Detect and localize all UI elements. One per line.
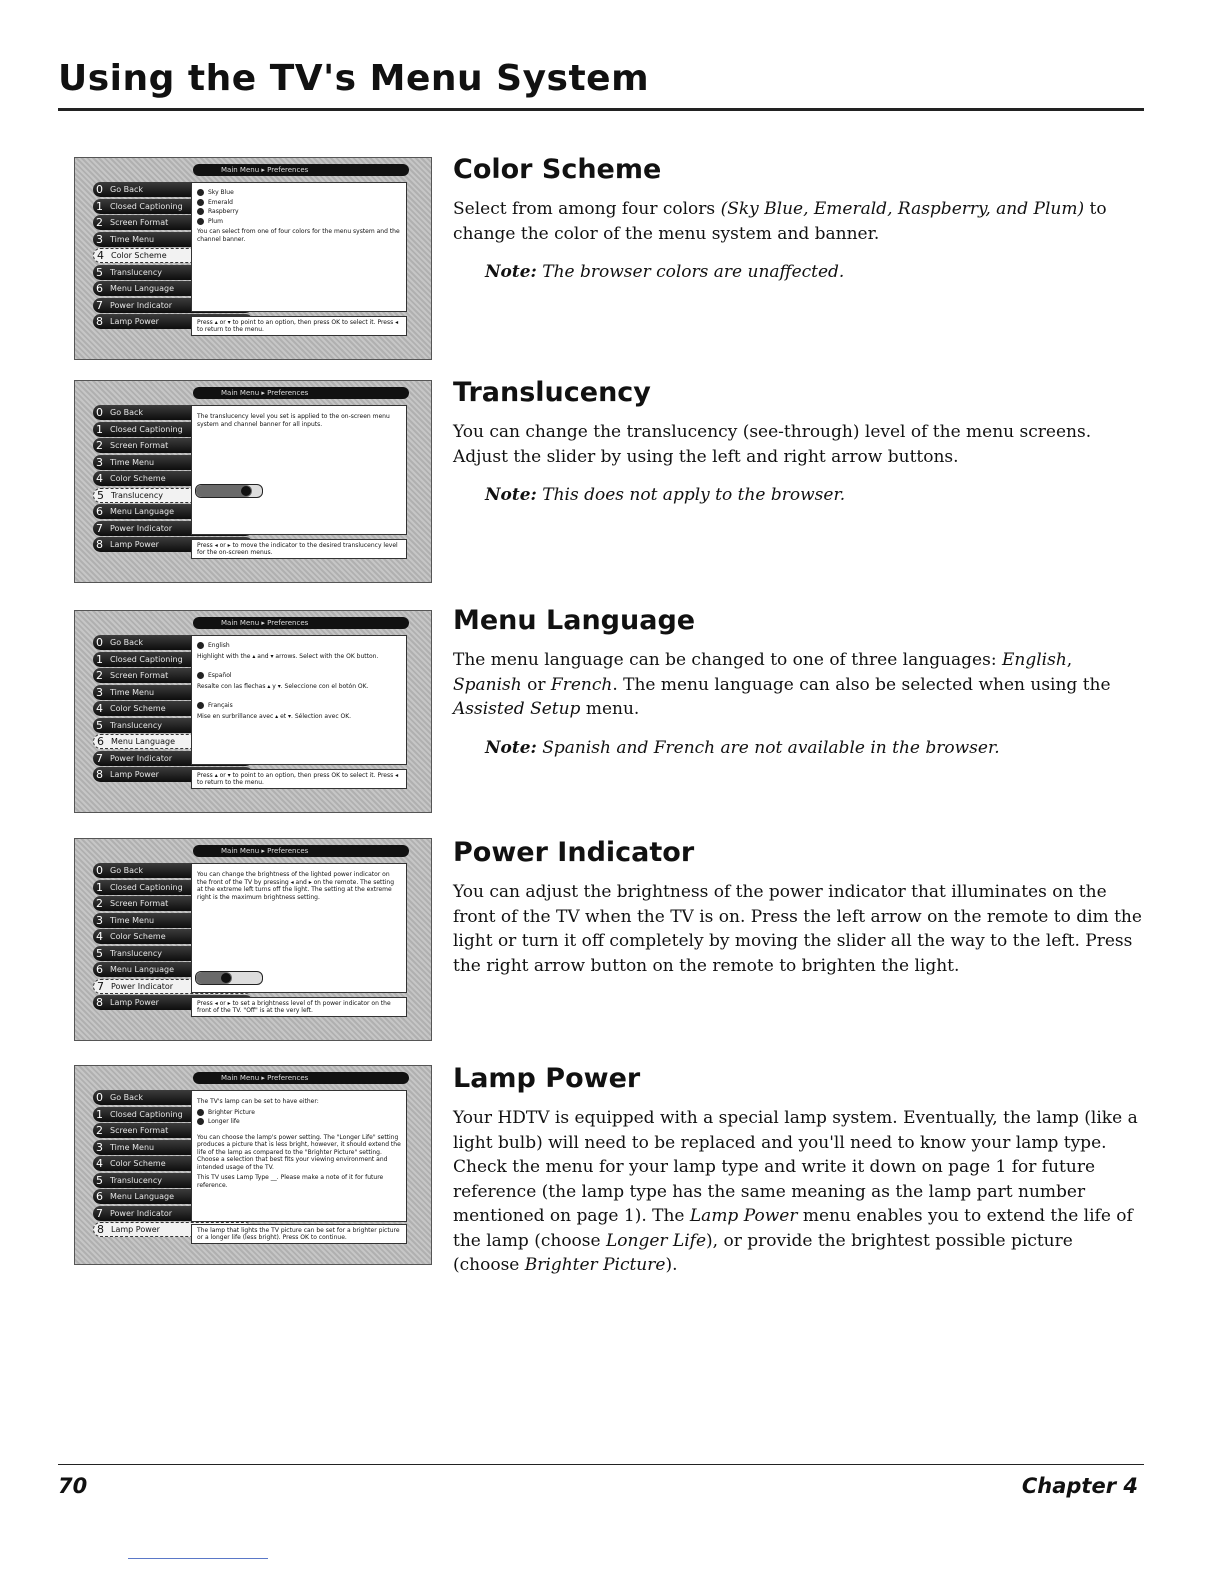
breadcrumb: Main Menu ▸ Preferences	[193, 1072, 409, 1084]
lamp-type-note: This TV uses Lamp Type __. Please make a note of it for future reference.	[197, 1174, 384, 1189]
menu-item-number: 1	[96, 880, 103, 894]
menu-item-label: Time Menu	[110, 687, 155, 697]
section-translucency	[453, 377, 1143, 507]
section-color-scheme	[453, 154, 1143, 284]
menu-item-number: 8	[97, 1223, 104, 1236]
options-panel	[191, 635, 407, 765]
menu-item-number: 3	[96, 685, 103, 699]
menu-item-label: Closed Captioning	[110, 882, 183, 892]
menu-item-label: Lamp Power	[111, 1225, 160, 1234]
menu-item-label: Menu Language	[110, 284, 174, 293]
menu-item-number: 3	[96, 1140, 103, 1154]
menu-item-number: 6	[96, 963, 103, 976]
menu-item-label: Lamp Power	[110, 770, 159, 779]
page-number: 70	[58, 1474, 88, 1498]
menu-item-label: Translucency	[110, 1175, 162, 1185]
prompt-box: Press ◂ or ▸ to set a brightness level of th power indicator on the front of the TV. "Off" is at the very left.	[191, 997, 407, 1017]
menu-item-label: Time Menu	[110, 1142, 155, 1152]
option-brighter-picture[interactable]: Brighter Picture	[197, 1109, 401, 1117]
menu-item-label: Menu Language	[110, 1192, 174, 1201]
menu-item-number: 3	[96, 913, 103, 927]
option-raspberry[interactable]: Raspberry	[197, 208, 401, 216]
menu-item-label: Translucency	[110, 267, 162, 277]
section-body: Your HDTV is equipped with a special lamp system. Eventually, the lamp (like a light bulb) will need to be replaced and you'll need to know your lamp type. Check the menu for your lamp type and write it down on page 1 for future reference (the lamp type has the same meaning as the lamp part number mentioned on page 1). The Lamp Power menu enables you to extend the life of the lamp (choose Longer Life), or provide the brightest possible picture (choose Brighter Picture).	[453, 1108, 1138, 1275]
menu-item-label: Translucency	[111, 490, 163, 500]
radio-icon	[197, 702, 204, 709]
section-heading: Lamp Power	[453, 1063, 641, 1094]
panel-intro: The TV's lamp can be set to have either:	[197, 1098, 319, 1105]
menu-item-number: 3	[96, 455, 103, 469]
breadcrumb: Main Menu ▸ Preferences	[193, 845, 409, 857]
section-heading: Power Indicator	[453, 837, 695, 868]
menu-item-number: 4	[96, 472, 103, 485]
menu-item-number: 1	[96, 422, 103, 436]
menu-item-number: 5	[96, 718, 103, 732]
menu-item-label: Go Back	[110, 638, 144, 647]
section-body: The menu language can be changed to one of three languages: English, Spanish or French. The menu language can also be selected when using the Assisted Setup menu.	[453, 650, 1111, 719]
menu-item-label: Translucency	[110, 948, 162, 958]
menu-item-number: 4	[96, 930, 103, 943]
menu-item-number: 2	[96, 897, 103, 910]
menu-item-number: 7	[96, 751, 103, 765]
menu-item-label: Menu Language	[111, 737, 175, 746]
section-menu-language	[453, 605, 1143, 760]
menu-item-label: Power Indicator	[110, 1208, 173, 1218]
section-body: You can change the translucency (see-through) level of the menu screens. Adjust the slider by using the left and right arrow buttons.	[453, 422, 1092, 467]
prompt-box: The lamp that lights the TV picture can be set for a brighter picture or a longer life (less bright). Press OK to continue.	[191, 1224, 407, 1244]
menu-item-label: Go Back	[110, 408, 144, 417]
screenshot-lamp-power	[74, 1065, 432, 1265]
menu-item-label: Color Scheme	[110, 704, 166, 713]
radio-icon	[197, 1109, 204, 1116]
menu-item-number: 6	[97, 735, 104, 748]
menu-item-number: 6	[96, 282, 103, 295]
menu-item-number: 2	[96, 669, 103, 682]
option-emerald[interactable]: Emerald	[197, 199, 401, 207]
menu-item-number: 8	[96, 538, 103, 551]
prompt-box: Press ▴ or ▾ to point to an option, then press OK to select it. Press ◂ to return to the menu.	[191, 769, 407, 789]
menu-item-label: Power Indicator	[110, 753, 173, 763]
page-title: Using the TV's Menu System	[58, 58, 650, 99]
radio-icon	[197, 1118, 204, 1125]
prompt-box: Press ◂ or ▸ to move the indicator to the desired translucency level for the on-screen menus.	[191, 539, 407, 559]
section-heading: Menu Language	[453, 605, 696, 636]
menu-item-number: 5	[96, 265, 103, 279]
menu-item-number: 5	[97, 488, 104, 502]
section-body: Select from among four colors (Sky Blue, Emerald, Raspberry, and Plum) to change the color of the menu system and banner.	[453, 199, 1107, 244]
screenshot-color-scheme	[74, 157, 432, 360]
menu-item-number: 6	[96, 1190, 103, 1203]
menu-item-label: Time Menu	[110, 234, 155, 244]
chapter-label: Chapter 4	[1021, 1474, 1138, 1498]
option-hint: Resalte con las flechas ▴ y ▾. Seleccione con el botón OK.	[197, 682, 369, 690]
breadcrumb: Main Menu ▸ Preferences	[193, 164, 409, 176]
menu-item-label: Closed Captioning	[110, 1109, 183, 1119]
option-espanol[interactable]: Español	[197, 672, 401, 680]
section-note: Note: This does not apply to the browser.	[485, 485, 846, 505]
menu-item-label: Screen Format	[110, 671, 169, 680]
menu-item-number: 4	[96, 1157, 103, 1170]
radio-icon	[197, 672, 204, 679]
section-heading: Color Scheme	[453, 154, 662, 185]
menu-item-label: Lamp Power	[110, 998, 159, 1007]
options-panel	[191, 1090, 407, 1222]
menu-item-label: Menu Language	[110, 965, 174, 974]
menu-item-number: 0	[96, 183, 103, 196]
radio-icon	[197, 199, 204, 206]
section-lamp-power	[453, 1063, 1143, 1278]
menu-item-label: Go Back	[110, 185, 144, 194]
menu-item-label: Screen Format	[110, 899, 169, 908]
screenshot-power-indicator	[74, 838, 432, 1041]
menu-item-number: 1	[96, 652, 103, 666]
option-sky-blue[interactable]: Sky Blue	[197, 189, 401, 197]
menu-item-label: Translucency	[110, 720, 162, 730]
section-note: Note: Spanish and French are not available in the browser.	[485, 737, 1000, 758]
option-longer-life[interactable]: Longer life	[197, 1118, 401, 1126]
menu-item-label: Screen Format	[110, 441, 169, 450]
menu-item-number: 1	[96, 1107, 103, 1121]
footer-rule	[58, 1464, 1144, 1465]
option-plum[interactable]: Plum	[197, 218, 401, 226]
section-note: Note: The browser colors are unaffected.	[485, 262, 845, 282]
menu-item-number: 7	[96, 298, 103, 312]
panel-description: You can choose the lamp's power setting. The "Longer Life" setting produces a picture that is less bright, however, it should extend the life of the lamp as compared to the "Brighter Picture" setting. Choose a selection that best fits your viewing environment and intended usage of the TV.	[197, 1133, 401, 1171]
option-francais[interactable]: Français	[197, 702, 401, 710]
menu-item-number: 8	[96, 996, 103, 1009]
radio-icon	[197, 189, 204, 196]
menu-item-label: Closed Captioning	[110, 654, 183, 664]
screenshot-translucency	[74, 380, 432, 583]
menu-item-number: 4	[97, 249, 104, 262]
footer-link-underline	[128, 1558, 268, 1559]
screenshot-menu-language	[74, 610, 432, 813]
menu-item-label: Closed Captioning	[110, 424, 183, 434]
menu-item-label: Screen Format	[110, 218, 169, 227]
section-heading: Translucency	[453, 377, 651, 408]
menu-item-number: 7	[97, 979, 104, 993]
menu-item-number: 6	[96, 505, 103, 518]
menu-item-number: 8	[96, 315, 103, 328]
brightness-slider[interactable]	[195, 971, 263, 985]
menu-item-label: Screen Format	[110, 1126, 169, 1135]
panel-description: You can change the brightness of the lighted power indicator on the front of the TV by pressing ◂ and ▸ on the remote. The setting at the extreme left turns off the light. The setting at the extreme right is the maximum brightness setting.	[197, 871, 395, 901]
menu-item-label: Lamp Power	[110, 540, 159, 549]
menu-item-number: 2	[96, 1124, 103, 1137]
title-rule	[58, 108, 1144, 111]
option-hint: Mise en surbrillance avec ▴ et ▾. Sélection avec OK.	[197, 712, 352, 720]
menu-item-number: 5	[96, 1173, 103, 1187]
menu-item-label: Time Menu	[110, 457, 155, 467]
menu-item-number: 0	[96, 1091, 103, 1104]
panel-description: You can select from one of four colors for the menu system and the channel banner.	[197, 228, 400, 243]
menu-item-number: 7	[96, 1206, 103, 1220]
menu-item-label: Menu Language	[110, 507, 174, 516]
menu-item-number: 1	[96, 199, 103, 213]
section-power-indicator	[453, 837, 1143, 978]
options-panel	[191, 405, 407, 535]
menu-item-number: 0	[96, 636, 103, 649]
menu-item-label: Time Menu	[110, 915, 155, 925]
menu-item-label: Color Scheme	[110, 1159, 166, 1168]
menu-item-label: Color Scheme	[110, 474, 166, 483]
translucency-slider[interactable]	[195, 484, 263, 498]
radio-icon	[197, 642, 204, 649]
menu-item-number: 8	[96, 768, 103, 781]
menu-item-number: 0	[96, 406, 103, 419]
menu-item-label: Lamp Power	[110, 317, 159, 326]
panel-description: The translucency level you set is applied to the on-screen menu system and channel banner for all inputs.	[197, 413, 390, 428]
menu-item-label: Power Indicator	[111, 981, 174, 991]
menu-item-label: Go Back	[110, 1093, 144, 1102]
radio-icon	[197, 218, 204, 225]
options-panel	[191, 182, 407, 312]
option-hint: Highlight with the ▴ and ▾ arrows. Select with the OK button.	[197, 652, 379, 660]
menu-item-number: 3	[96, 232, 103, 246]
menu-item-label: Color Scheme	[110, 932, 166, 941]
option-english[interactable]: English	[197, 642, 401, 650]
radio-icon	[197, 208, 204, 215]
menu-item-number: 7	[96, 521, 103, 535]
menu-item-label: Color Scheme	[111, 251, 167, 260]
menu-item-number: 0	[96, 864, 103, 877]
menu-item-number: 2	[96, 439, 103, 452]
menu-item-number: 4	[96, 702, 103, 715]
menu-item-label: Go Back	[110, 866, 144, 875]
menu-item-number: 5	[96, 946, 103, 960]
section-body: You can adjust the brightness of the power indicator that illuminates on the front of the TV when the TV is on. Press the left arrow on the remote to dim the light or turn it off completely by moving the slider all the way to the left. Press the right arrow button on the remote to brighten the light.	[453, 882, 1142, 976]
breadcrumb: Main Menu ▸ Preferences	[193, 387, 409, 399]
menu-item-number: 2	[96, 216, 103, 229]
prompt-box: Press ▴ or ▾ to point to an option, then press OK to select it. Press ◂ to return to the menu.	[191, 316, 407, 336]
menu-item-label: Power Indicator	[110, 300, 173, 310]
breadcrumb: Main Menu ▸ Preferences	[193, 617, 409, 629]
menu-item-label: Power Indicator	[110, 523, 173, 533]
menu-item-label: Closed Captioning	[110, 201, 183, 211]
